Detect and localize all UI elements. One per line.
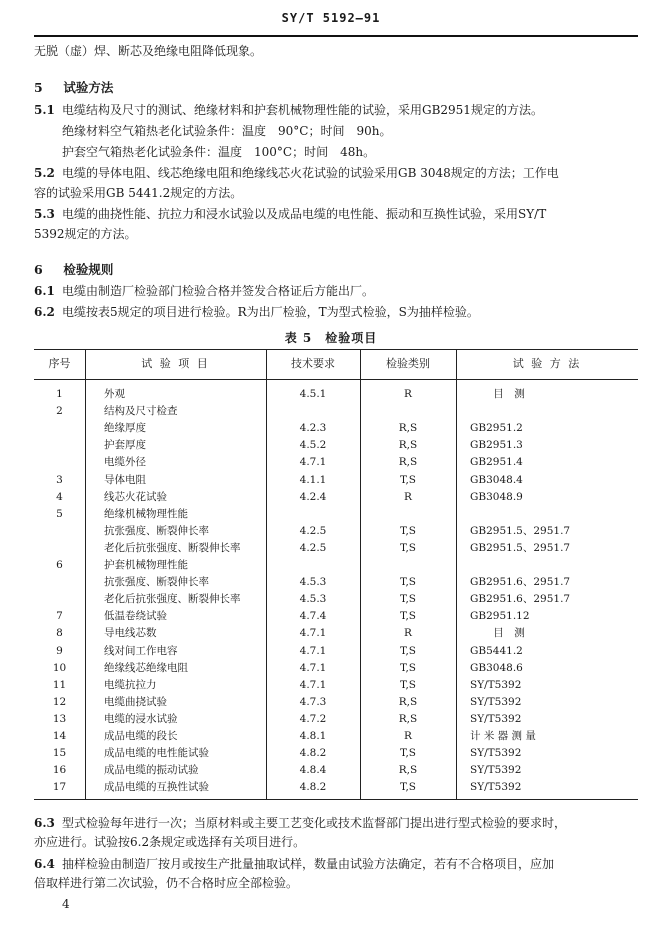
cell-item: 线芯火花试验 bbox=[104, 490, 167, 503]
section-6-title: 检验规则 bbox=[63, 262, 114, 277]
cell-method: SY/T5392 bbox=[470, 678, 522, 691]
table-row bbox=[34, 420, 638, 437]
cell-item: 抗张强度、断裂伸长率 bbox=[104, 576, 209, 589]
cell-type: T,S bbox=[400, 747, 416, 760]
clause-text: 电缆的曲挠性能、抗拉力和浸水试验以及成品电缆的电性能、振动和互换性试验，采用SY/T bbox=[62, 207, 547, 221]
cell-method: SY/T5392 bbox=[470, 695, 522, 708]
cell-requirement: 4.8.2 bbox=[299, 781, 327, 794]
clause-text: 电缆的导体电阻、线芯绝缘电阻和绝缘线芯火花试验的试验采用GB 3048规定的方法；工作电 bbox=[62, 166, 559, 180]
cell-requirement: 4.2.4 bbox=[299, 490, 327, 503]
clause-number: 6.4 bbox=[34, 857, 55, 871]
cell-requirement: 4.5.1 bbox=[299, 388, 327, 400]
clause-number: 6.2 bbox=[34, 305, 55, 319]
cell-type: T,S bbox=[400, 678, 416, 691]
cell-requirement: 4.5.3 bbox=[299, 593, 327, 606]
cell-type: T,S bbox=[400, 781, 416, 794]
cell-method: GB3048.4 bbox=[470, 473, 523, 486]
table-row bbox=[34, 745, 638, 762]
cell-item: 绝缘线芯绝缘电阻 bbox=[104, 661, 188, 674]
clause-text: 电缆按表5规定的项目进行检验。R为出厂检验，T为型式检验，S为抽样检验。 bbox=[62, 305, 479, 319]
table-row bbox=[34, 728, 638, 745]
cell-requirement: 4.7.1 bbox=[299, 627, 327, 640]
cell-item: 导电线芯数 bbox=[104, 627, 157, 640]
cell-requirement: 4.5.2 bbox=[299, 439, 327, 452]
cell-item: 导体电阻 bbox=[104, 473, 146, 486]
cell-requirement: 4.2.5 bbox=[299, 524, 327, 537]
cell-method: GB2951.3 bbox=[470, 439, 523, 452]
cell-no: 6 bbox=[56, 559, 63, 571]
cell-type: T,S bbox=[400, 541, 416, 554]
cell-no: 16 bbox=[52, 764, 67, 777]
cell-method: GB2951.2 bbox=[470, 422, 523, 435]
header-item: 试 验 项 目 bbox=[141, 357, 210, 370]
table-row bbox=[34, 437, 638, 454]
cell-no: 3 bbox=[56, 473, 63, 486]
cell-item: 成品电缆的互换性试验 bbox=[104, 781, 209, 794]
cell-no: 14 bbox=[52, 730, 67, 742]
cell-requirement: 4.5.3 bbox=[299, 576, 327, 589]
clause-text: 电缆结构及尺寸的测试、绝缘材料和护套机械物理性能的试验，采用GB2951规定的方法。 bbox=[62, 103, 543, 117]
clause-number: 5.3 bbox=[34, 207, 55, 221]
cell-item: 电缆抗拉力 bbox=[104, 678, 157, 691]
cell-item: 低温卷绕试验 bbox=[104, 610, 167, 623]
clause-6-1 bbox=[34, 283, 374, 299]
table-row bbox=[34, 454, 638, 471]
cell-type: R,S bbox=[398, 712, 418, 725]
cell-requirement: 4.7.1 bbox=[299, 456, 327, 469]
clause-5-1 bbox=[34, 102, 543, 118]
cell-item: 电缆曲挠试验 bbox=[104, 695, 167, 708]
cell-type: R bbox=[404, 627, 412, 640]
cell-type: T,S bbox=[400, 593, 416, 606]
cell-type: T,S bbox=[400, 473, 416, 486]
continuation-text: 无脱（虚）焊、断芯及绝缘电阻降低现象。 bbox=[34, 44, 263, 58]
cell-no: 7 bbox=[56, 610, 63, 623]
cell-method: 目 测 bbox=[493, 388, 525, 400]
cell-item: 成品电缆的电性能试验 bbox=[104, 747, 209, 760]
clause-6-4 bbox=[34, 856, 554, 872]
clause-5-3 bbox=[34, 206, 546, 222]
header-requirement: 技术要求 bbox=[291, 357, 335, 370]
cell-requirement: 4.7.1 bbox=[299, 661, 327, 674]
table-row bbox=[34, 506, 638, 523]
cell-type: T,S bbox=[400, 661, 416, 674]
cell-item: 老化后抗张强度、断裂伸长率 bbox=[104, 541, 241, 554]
table-row bbox=[34, 625, 638, 642]
table-row bbox=[34, 523, 638, 540]
cell-method: GB5441.2 bbox=[470, 644, 523, 657]
cell-type: R bbox=[404, 388, 412, 400]
clause-6-3-cont: 亦应进行。试验按6.2条规定或选择有关项目进行。 bbox=[34, 835, 306, 849]
cell-no: 5 bbox=[56, 507, 63, 520]
cell-item: 护套厚度 bbox=[104, 439, 146, 452]
cell-requirement: 4.8.4 bbox=[299, 764, 327, 777]
cell-method: SY/T5392 bbox=[470, 712, 522, 725]
cell-type: R,S bbox=[398, 764, 418, 777]
section-6-number: 6 bbox=[34, 262, 43, 277]
page-header-title: SY/T 5192—91 bbox=[281, 11, 381, 25]
cell-type: R,S bbox=[398, 695, 418, 708]
clause-number: 6.1 bbox=[34, 284, 55, 298]
cell-type: R bbox=[404, 730, 412, 742]
cell-item: 外观 bbox=[104, 388, 125, 400]
table-row bbox=[34, 557, 638, 574]
section-5-title: 试验方法 bbox=[63, 80, 114, 95]
cell-no: 8 bbox=[56, 627, 63, 640]
clause-6-3 bbox=[34, 815, 566, 831]
cell-type: T,S bbox=[400, 576, 416, 589]
cell-no: 12 bbox=[52, 695, 67, 708]
cell-item: 抗张强度、断裂伸长率 bbox=[104, 524, 209, 537]
cell-item: 电缆的浸水试验 bbox=[104, 712, 178, 725]
cell-type: R,S bbox=[398, 456, 418, 469]
cell-type: T,S bbox=[400, 524, 416, 537]
cell-method: GB2951.5、2951.7 bbox=[470, 524, 571, 537]
page-number: 4 bbox=[62, 897, 70, 911]
header-type: 检验类别 bbox=[386, 357, 430, 370]
cell-requirement: 4.8.1 bbox=[299, 730, 327, 742]
cell-requirement: 4.7.3 bbox=[299, 695, 327, 708]
clause-6-2 bbox=[34, 304, 479, 320]
cell-item: 绝缘厚度 bbox=[104, 422, 146, 435]
table-row bbox=[34, 660, 638, 677]
table-row bbox=[34, 591, 638, 608]
cell-type: R bbox=[404, 490, 412, 503]
cell-requirement: 4.2.3 bbox=[299, 422, 327, 435]
clause-5-2 bbox=[34, 165, 559, 181]
cell-requirement: 4.7.2 bbox=[299, 712, 327, 725]
clause-5-2-cont: 容的试验采用GB 5441.2规定的方法。 bbox=[34, 186, 243, 200]
header-rule bbox=[34, 35, 638, 37]
cell-method: GB2951.6、2951.7 bbox=[470, 576, 571, 589]
cell-type: T,S bbox=[400, 610, 416, 623]
cell-method: SY/T5392 bbox=[470, 747, 522, 760]
cell-item: 线对间工作电容 bbox=[104, 644, 178, 657]
clause-number: 5.2 bbox=[34, 166, 55, 180]
cell-type: T,S bbox=[400, 644, 416, 657]
cell-no: 15 bbox=[52, 747, 67, 760]
cell-method: GB3048.6 bbox=[470, 661, 523, 674]
cell-item: 成品电缆的段长 bbox=[104, 730, 178, 742]
table-row bbox=[34, 779, 638, 796]
table-row bbox=[34, 694, 638, 711]
cell-method: 计 米 器 测 量 bbox=[470, 730, 536, 742]
cell-no: 13 bbox=[52, 712, 67, 725]
clause-number: 5.1 bbox=[34, 103, 55, 117]
cell-no: 2 bbox=[56, 405, 63, 418]
cell-requirement: 4.7.1 bbox=[299, 644, 327, 657]
cell-item: 护套机械物理性能 bbox=[104, 559, 188, 571]
clause-text: 电缆由制造厂检验部门检验合格并签发合格证后方能出厂。 bbox=[62, 284, 375, 298]
section-5-number: 5 bbox=[34, 80, 43, 95]
clause-5-1-sheath-aging: 护套空气箱热老化试验条件：温度 100°C；时间 48h。 bbox=[62, 145, 376, 159]
cell-method: GB2951.12 bbox=[470, 610, 530, 623]
table-row bbox=[34, 762, 638, 779]
table-row bbox=[34, 608, 638, 625]
cell-no: 4 bbox=[56, 490, 63, 503]
clause-6-4-cont: 倍取样进行第二次试验，仍不合格时应全部检验。 bbox=[34, 876, 299, 890]
cell-item: 结构及尺寸检查 bbox=[104, 405, 178, 418]
cell-method: GB2951.5、2951.7 bbox=[470, 541, 571, 554]
cell-item: 电缆外径 bbox=[104, 456, 146, 469]
table-row bbox=[34, 711, 638, 728]
cell-item: 老化后抗张强度、断裂伸长率 bbox=[104, 593, 241, 606]
cell-item: 成品电缆的振动试验 bbox=[104, 764, 199, 777]
clause-5-1-insulation-aging: 绝缘材料空气箱热老化试验条件：温度 90°C；时间 90h。 bbox=[62, 124, 392, 138]
cell-no: 17 bbox=[52, 781, 67, 794]
table-row bbox=[34, 540, 638, 557]
table-row bbox=[34, 472, 638, 489]
cell-item: 绝缘机械物理性能 bbox=[104, 507, 188, 520]
table-row bbox=[34, 489, 638, 506]
cell-method: GB3048.9 bbox=[470, 490, 523, 503]
table-row bbox=[34, 403, 638, 420]
inspection-table bbox=[34, 349, 638, 800]
cell-requirement: 4.7.1 bbox=[299, 678, 327, 691]
clause-text: 型式检验每年进行一次；当原材料或主要工艺变化或技术监督部门提出进行型式检验的要求时， bbox=[62, 816, 567, 830]
cell-method: GB2951.4 bbox=[470, 456, 523, 469]
cell-requirement: 4.1.1 bbox=[299, 473, 327, 486]
section-5-heading bbox=[34, 78, 113, 96]
table-row bbox=[34, 574, 638, 591]
cell-type: R,S bbox=[398, 439, 418, 452]
cell-requirement: 4.8.2 bbox=[299, 747, 327, 760]
table-row bbox=[34, 386, 638, 403]
section-6-heading bbox=[34, 260, 113, 278]
cell-no: 1 bbox=[56, 388, 63, 400]
clause-5-3-cont: 5392规定的方法。 bbox=[34, 227, 137, 241]
cell-requirement: 4.7.4 bbox=[299, 610, 327, 623]
cell-no: 11 bbox=[52, 678, 67, 691]
cell-requirement: 4.2.5 bbox=[299, 541, 327, 554]
cell-method: SY/T5392 bbox=[470, 781, 522, 794]
cell-type: R,S bbox=[398, 422, 418, 435]
header-method: 试 验 方 法 bbox=[512, 357, 582, 370]
clause-number: 6.3 bbox=[34, 816, 55, 830]
table-bottom-border bbox=[34, 799, 638, 800]
table-header-divider bbox=[34, 379, 638, 380]
table-row bbox=[34, 643, 638, 660]
cell-method: 目 测 bbox=[493, 627, 525, 640]
clause-text: 抽样检验由制造厂按月或按生产批量抽取试样，数量由试验方法确定，若有不合格项目，应加 bbox=[62, 857, 555, 871]
cell-no: 9 bbox=[56, 644, 63, 657]
header-no: 序号 bbox=[48, 357, 71, 370]
cell-no: 10 bbox=[52, 661, 67, 674]
cell-method: GB2951.6、2951.7 bbox=[470, 593, 571, 606]
cell-method: SY/T5392 bbox=[470, 764, 522, 777]
table-title: 表 5 检验项目 bbox=[284, 331, 378, 345]
table-row bbox=[34, 677, 638, 694]
